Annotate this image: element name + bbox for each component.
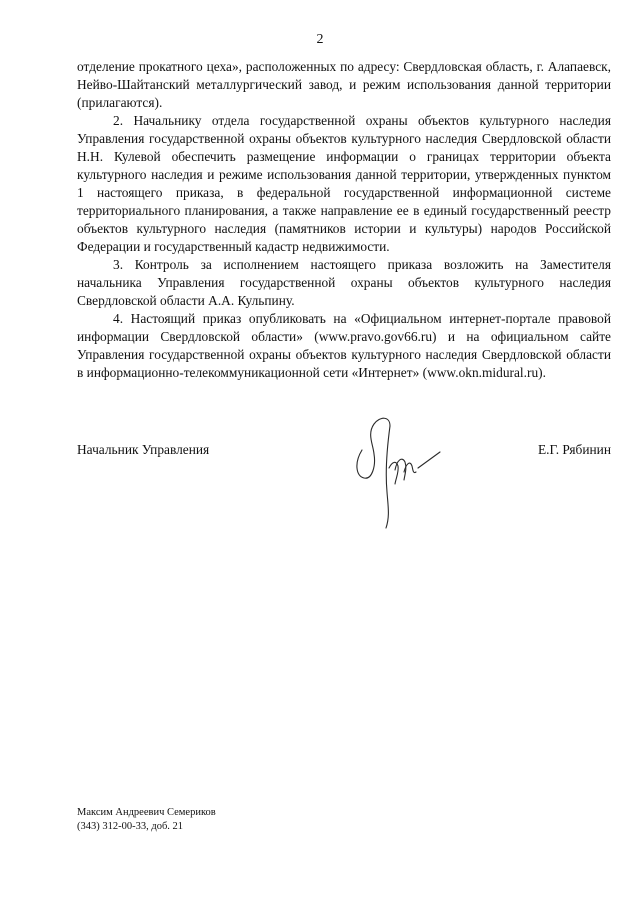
paragraph-2: 2. Начальнику отдела государственной охраны объектов культурного наследия Управления государственной охраны объектов культурного наследия Свердловской области Н.Н. Кулевой обеспечить размещение информации о границах территории объекта культурного наследия и режиме использования данной территории, утвержденных пунктом 1 настоящего приказа, в федеральной государственной информационной системе территориального планирования, а также направление ее в единый государственный реестр объектов культурного наследия (памятников истории и культуры) народов Российской Федерации и государственный кадастр недвижимости. — [77, 113, 611, 254]
page-number: 2 — [316, 32, 324, 47]
signer-name: Е.Г. Рябинин — [537, 442, 611, 457]
paragraph-4: 4. Настоящий приказ опубликовать на «Официальном интернет-портале правовой информации Свердловской области» (www.pravo.gov66.ru) и на официальном сайте Управления государственной охраны объектов культурного наследия Свердловской области в информационно-телекоммуникационной сети «Интернет» (www.okn.midural.ru). — [77, 311, 611, 380]
signer-title: Начальник Управления — [77, 442, 210, 457]
executor-name: Максим Андреевич Семериков — [77, 807, 216, 818]
paragraph-3: 3. Контроль за исполнением настоящего приказа возложить на Заместителя начальника Управления государственной охраны объектов культурного наследия Свердловской области А.А. Кульпину. — [77, 257, 611, 308]
handwritten-signature-icon — [340, 408, 470, 538]
executor-info — [77, 806, 216, 834]
document-body — [77, 58, 611, 382]
executor-phone: (343) 312-00-33, доб. 21 — [77, 821, 184, 832]
paragraph-1: отделение прокатного цеха», расположенных по адресу: Свердловская область, г. Алапаевск, Нейво-Шайтанский металлургический завод, и режим использования данной территории (прилагаются). — [77, 59, 611, 110]
